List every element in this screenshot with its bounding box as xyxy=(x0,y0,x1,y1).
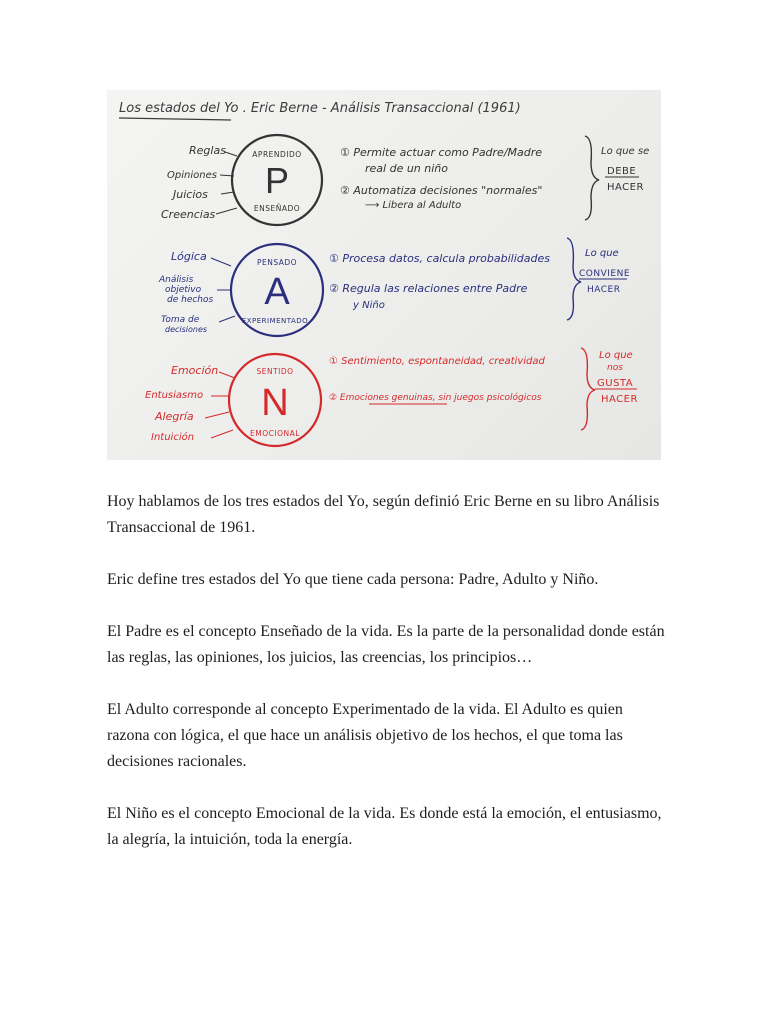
nino-item: Intuición xyxy=(151,432,195,443)
whiteboard-photo xyxy=(107,90,661,460)
padre-letter: P xyxy=(264,160,290,201)
nino-bracket-text: Lo que xyxy=(599,350,633,361)
nino-note: ② Emociones genuinas, sin juegos psicológicos xyxy=(329,393,542,403)
nino-item: Alegría xyxy=(155,410,194,423)
state-adulto xyxy=(158,238,630,336)
nino-bracket-text: GUSTA xyxy=(597,378,634,389)
nino-top-label: SENTIDO xyxy=(256,367,294,376)
paragraph-intro: Hoy hablamos de los tres estados del Yo, según definió Eric Berne en su libro Análisis Transaccional de 1961. xyxy=(107,493,660,536)
paragraph-three-states: Eric define tres estados del Yo que tiene cada persona: Padre, Adulto y Niño. xyxy=(107,571,599,588)
padre-note: real de un niño xyxy=(365,162,448,175)
padre-bottom-label: ENSEÑADO xyxy=(253,204,301,213)
paragraph-padre: El Padre es el concepto Enseñado de la vida. Es la parte de la personalidad donde están las reglas, las opiniones, los juicios, las creencias, los principios… xyxy=(107,623,665,666)
adulto-bracket-text: HACER xyxy=(587,285,621,295)
adulto-note: y Niño xyxy=(353,300,385,311)
whiteboard-title: Los estados del Yo . Eric Berne - Análisis Transaccional (1961) xyxy=(119,101,521,116)
padre-bracket-text: HACER xyxy=(607,182,644,193)
adulto-note: ② Regula las relaciones entre Padre xyxy=(329,282,528,295)
nino-bottom-label: EMOCIONAL xyxy=(250,429,300,438)
adulto-bracket-text: CONVIENE xyxy=(579,269,631,279)
padre-top-label: APRENDIDO xyxy=(252,150,302,159)
adulto-item: Análisis xyxy=(159,275,194,285)
padre-bracket-text: Lo que se xyxy=(601,146,650,157)
padre-bracket-text: DEBE xyxy=(607,166,637,177)
padre-note: ② Automatiza decisiones "normales" xyxy=(340,184,543,197)
paragraph-adulto: El Adulto corresponde al concepto Experimentado de la vida. El Adulto es quien razona con lógica, el que hace un análisis objetivo de los hechos, el que toma las decisiones racionales. xyxy=(107,701,623,770)
adulto-item: Lógica xyxy=(171,250,207,263)
padre-note: ⟶ Libera al Adulto xyxy=(365,200,462,211)
padre-item: Reglas xyxy=(189,144,226,157)
nino-note: ① Sentimiento, espontaneidad, creatividad xyxy=(329,356,545,367)
adulto-note: ① Procesa datos, calcula probabilidades xyxy=(329,252,550,265)
article-body xyxy=(107,489,667,879)
adulto-letter: A xyxy=(264,271,290,313)
padre-note: ① Permite actuar como Padre/Madre xyxy=(340,146,543,159)
state-padre xyxy=(161,135,649,225)
nino-bracket-text: nos xyxy=(607,363,623,373)
nino-bracket-text: HACER xyxy=(601,394,638,405)
adulto-item: Toma de xyxy=(161,315,200,325)
adulto-item: objetivo xyxy=(165,285,202,295)
state-nino xyxy=(145,348,638,446)
nino-item: Emoción xyxy=(171,364,219,377)
paragraph-nino: El Niño es el concepto Emocional de la vida. Es donde está la emoción, el entusiasmo, la alegría, la intuición, toda la energía. xyxy=(107,805,662,848)
adulto-bracket-text: Lo que xyxy=(585,248,619,259)
nino-item: Entusiasmo xyxy=(145,390,204,401)
adulto-bottom-label: EXPERIMENTADO xyxy=(241,317,309,325)
adulto-item: de hechos xyxy=(167,295,214,305)
padre-item: Creencias xyxy=(161,208,216,221)
nino-letter: N xyxy=(261,382,289,424)
adulto-item: decisiones xyxy=(165,325,208,334)
adulto-top-label: PENSADO xyxy=(256,258,298,267)
padre-item: Juicios xyxy=(173,188,208,201)
padre-item: Opiniones xyxy=(167,170,217,181)
